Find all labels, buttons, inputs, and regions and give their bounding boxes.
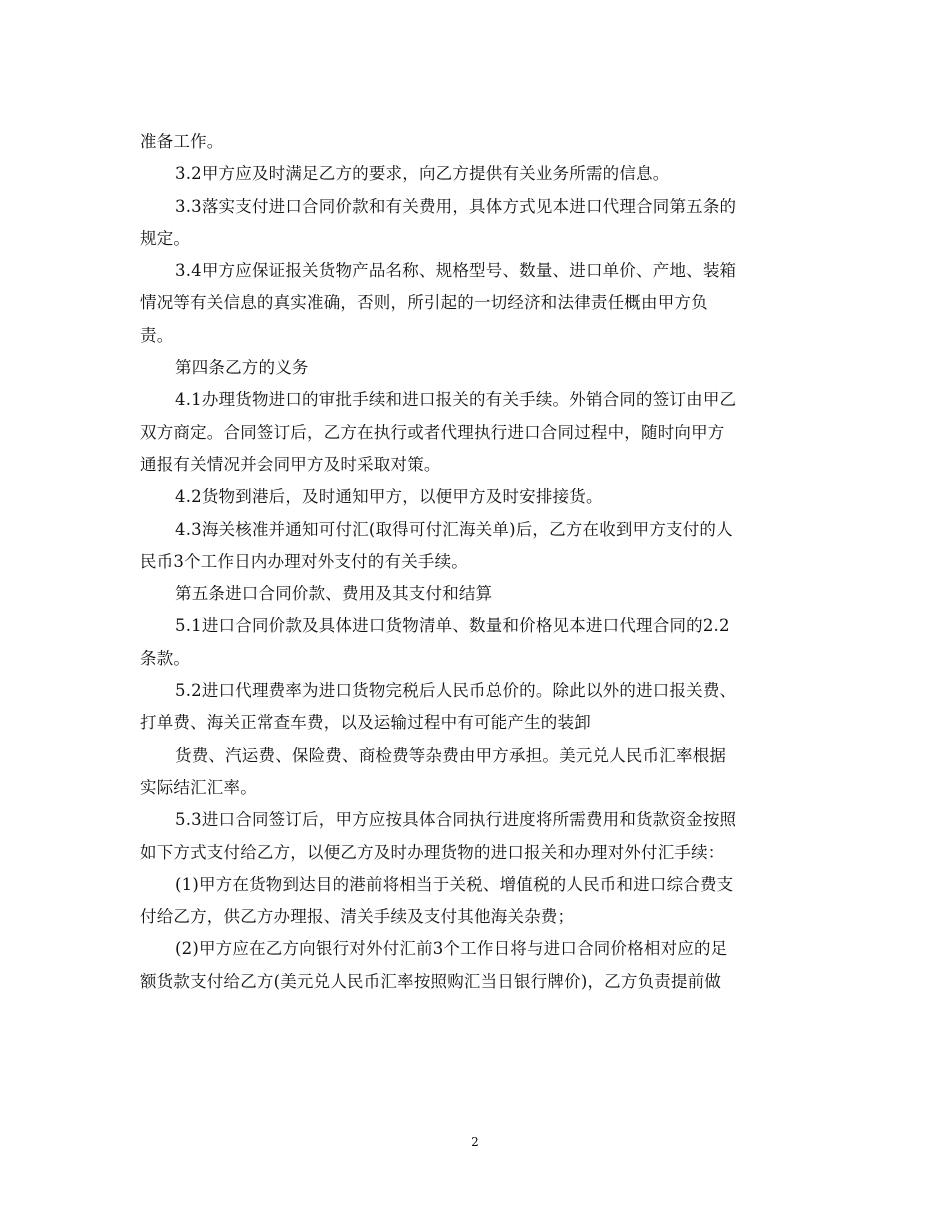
body-line-14: 民币3个工作日内办理对外支付的有关手续。 (140, 551, 468, 571)
body-line-2: 3.2甲方应及时满足乙方的要求，向乙方提供有关业务所需的信息。 (175, 164, 670, 184)
body-line-11: 通报有关情况并会同甲方及时采取对策。 (140, 454, 441, 474)
body-line-26: (2)甲方应在乙方向银行对外付汇前3个工作日将与进口合同价格相对应的足 (175, 939, 728, 959)
body-line-24: (1)甲方在货物到达目的港前将相当于关税、增值税的人民币和进口综合费支 (175, 874, 734, 894)
body-line-16: 5.1进口合同价款及具体进口货物清单、数量和价格见本进口代理合同的2.2 (175, 616, 730, 636)
body-line-21: 实际结汇汇率。 (140, 777, 257, 797)
body-line-13: 4.3海关核准并通知可付汇(取得可付汇海关单)后，乙方在收到甲方支付的人 (175, 519, 733, 539)
section-heading-5: 第五条进口合同价款、费用及其支付和结算 (175, 584, 493, 604)
body-line-4: 规定。 (140, 228, 191, 248)
body-line-12: 4.2货物到港后，及时通知甲方，以便甲方及时安排接货。 (175, 487, 603, 507)
body-line-3: 3.3落实支付进口合同价款和有关费用，具体方式见本进口代理合同第五条的 (175, 196, 737, 216)
body-line-23: 如下方式支付给乙方，以便乙方及时办理货物的进口报关和办理对外付汇手续： (140, 842, 725, 862)
body-line-5: 3.4甲方应保证报关货物产品名称、规格型号、数量、进口单价、产地、装箱 (175, 261, 737, 281)
body-line-1: 准备工作。 (140, 132, 224, 151)
body-line-22: 5.3进口合同签订后，甲方应按具体合同执行进度将所需费用和货款资金按照 (175, 810, 737, 830)
body-line-9: 4.1办理货物进口的审批手续和进口报关的有关手续。外销合同的签订由甲乙 (175, 390, 737, 410)
section-heading-4: 第四条乙方的义务 (175, 358, 309, 378)
body-line-17: 条款。 (140, 648, 191, 668)
body-line-27: 额货款支付给乙方(美元兑人民币汇率按照购汇当日银行牌价)，乙方负责提前做 (140, 971, 722, 991)
body-line-10: 双方商定。合同签订后，乙方在执行或者代理执行进口合同过程中，随时向甲方 (140, 422, 725, 442)
document-body (140, 126, 810, 998)
body-line-7: 责。 (140, 325, 174, 345)
body-line-20: 货费、汽运费、保险费、商检费等杂费由甲方承担。美元兑人民币汇率根据 (175, 745, 727, 765)
body-line-18: 5.2进口代理费率为进口货物完税后人民币总价的。除此以外的进口报关费、 (175, 681, 737, 701)
body-line-25: 付给乙方，供乙方办理报、清关手续及支付其他海关杂费； (140, 907, 575, 927)
page-number: 2 (471, 1135, 479, 1149)
body-line-6: 情况等有关信息的真实准确，否则，所引起的一切经济和法律责任概由甲方负 (140, 293, 708, 313)
body-line-19: 打单费、海关正常查车费，以及运输过程中有可能产生的装卸 (140, 713, 591, 733)
